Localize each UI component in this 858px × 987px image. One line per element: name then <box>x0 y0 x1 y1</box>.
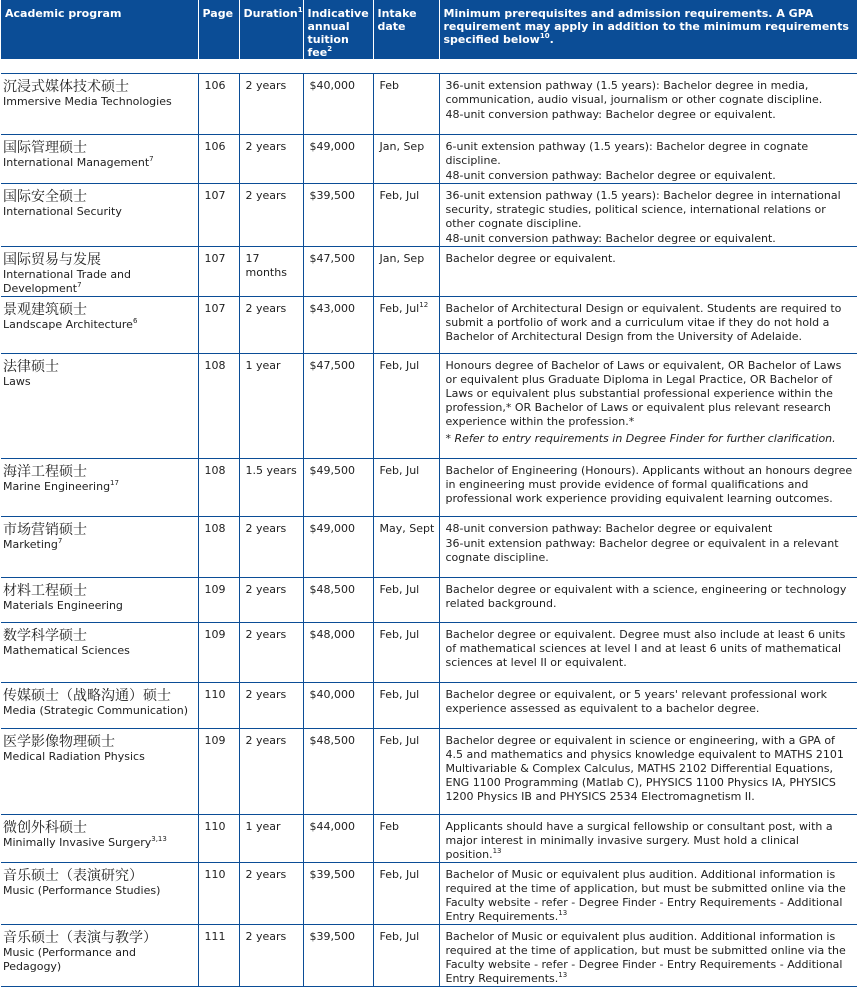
requirements-cell <box>439 578 857 623</box>
program-name-english: Mathematical Sciences <box>3 644 130 657</box>
table-row <box>1 247 857 297</box>
footnote-marker: 17 <box>110 479 119 487</box>
table-row <box>1 578 857 623</box>
table-row <box>1 863 857 925</box>
program-name-chinese: 法律硕士 <box>3 359 59 375</box>
header-spacer <box>1 59 857 74</box>
page-cell: 106 <box>198 135 239 184</box>
program-name-english: Laws <box>3 375 31 388</box>
requirements-cell <box>439 517 857 578</box>
program-name-chinese: 微创外科硕士 <box>3 820 87 836</box>
program-name-chinese: 传媒硕士（战略沟通）硕士 <box>3 688 171 704</box>
requirements-cell <box>439 135 857 184</box>
duration-cell: 2 years <box>239 135 303 184</box>
duration-cell: 1 year <box>239 354 303 459</box>
program-name-chinese: 音乐硕士（表演研究） <box>3 868 143 884</box>
page-cell: 107 <box>198 247 239 297</box>
requirement-paragraph: 36-unit extension pathway: Bachelor degree or equivalent in a relevant cognate discipline. <box>445 537 839 564</box>
requirement-paragraph: Bachelor of Engineering (Honours). Applicants without an honours degree in engineering must provide evidence of formal qualifications and professional work experience providing equivalent learning outcomes. <box>445 464 853 505</box>
duration-cell: 1 year <box>239 815 303 863</box>
header-fee: Indicative annual tuition fee$^2$ <box>303 0 373 59</box>
program-cell <box>1 297 198 354</box>
program-name-english: Media (Strategic Communication) <box>3 704 189 717</box>
intake-cell: Feb, Jul <box>373 729 439 815</box>
program-name-chinese: 海洋工程硕士 <box>3 464 87 480</box>
program-cell <box>1 815 198 863</box>
header-duration: Duration$^1$ <box>239 0 303 59</box>
requirement-paragraph: 48-unit conversion pathway: Bachelor degree or equivalent. <box>445 108 776 121</box>
program-name-english: Landscape Architecture$^6$ <box>3 317 138 331</box>
duration-cell: 2 years <box>239 184 303 247</box>
program-name-english: International Security <box>3 205 122 218</box>
page-cell: 111 <box>198 925 239 987</box>
intake-cell: Feb, Jul <box>373 459 439 517</box>
intake-cell: Feb, Jul <box>373 863 439 925</box>
requirements-cell <box>439 815 857 863</box>
requirements-cell <box>439 863 857 925</box>
requirement-paragraph: Bachelor of Music or equivalent plus audition. Additional information is required at the time of application, but must be submitted online via the Faculty website - refer - Degree Finder - Entry Requirements - Additional Entry Requirements.$^{13}$ <box>445 868 846 923</box>
page-cell: 109 <box>198 729 239 815</box>
page-cell: 107 <box>198 184 239 247</box>
duration-cell: 17 months <box>239 247 303 297</box>
fee-cell: $48,000 <box>303 623 373 683</box>
header-requirements: Minimum prerequisites and admission requirements. A GPA requirement may apply in addition to the minimum requirements specified below$^{10}$. <box>439 0 857 59</box>
page-cell: 110 <box>198 683 239 729</box>
page-cell: 109 <box>198 623 239 683</box>
fee-cell: $49,000 <box>303 135 373 184</box>
footnote-marker: 7 <box>149 155 154 163</box>
table-header-row <box>1 0 857 59</box>
fee-cell: $40,000 <box>303 74 373 135</box>
requirements-cell <box>439 925 857 987</box>
requirement-paragraph: Bachelor of Architectural Design or equivalent. Students are required to submit a portfolio of work and a curriculum vitae if they do not hold a Bachelor of Architectural Design from the University of Adelaide. <box>445 302 842 343</box>
program-cell <box>1 925 198 987</box>
requirement-paragraph: 48-unit conversion pathway: Bachelor degree or equivalent. <box>445 232 776 245</box>
duration-cell: 1.5 years <box>239 459 303 517</box>
page-cell: 107 <box>198 297 239 354</box>
footnote-marker: 7 <box>77 281 82 289</box>
requirement-paragraph: 36-unit extension pathway (1.5 years): Bachelor degree in international security, strategic studies, political science, international relations or other cognate discipline. <box>445 189 841 230</box>
requirement-paragraph: Bachelor degree or equivalent in science or engineering, with a GPA of 4.5 and mathematics and physics knowledge equivalent to MATHS 2101 Multivariable & Complex Calculus, MATHS 2102 Differential Equations, ENG 1100 Programming (Matlab C), PHYSICS 1100 Physics IA, PHYSICS 1200 Physics IB and PHYSICS 2534 Electromagnetism II. <box>445 734 844 803</box>
requirement-paragraph: Applicants should have a surgical fellowship or consultant post, with a major interest in minimally invasive surgery. Must hold a clinical position.$^{13}$ <box>445 820 833 861</box>
program-name-chinese: 国际管理硕士 <box>3 140 87 156</box>
program-cell <box>1 354 198 459</box>
program-name-english: Materials Engineering <box>3 599 123 612</box>
requirement-paragraph: Bachelor degree or equivalent, or 5 years' relevant professional work experience assessed as equivalent to a bachelor degree. <box>445 688 828 715</box>
program-cell <box>1 459 198 517</box>
program-cell <box>1 74 198 135</box>
requirements-cell <box>439 297 857 354</box>
program-name-chinese: 国际安全硕士 <box>3 189 87 205</box>
program-cell <box>1 517 198 578</box>
intake-cell: Feb, Jul$^{12}$ <box>373 297 439 354</box>
requirements-cell <box>439 623 857 683</box>
program-cell <box>1 683 198 729</box>
table-row <box>1 683 857 729</box>
program-name-chinese: 沉浸式媒体技术硕士 <box>3 79 129 95</box>
intake-cell: Feb, Jul <box>373 578 439 623</box>
program-name-chinese: 数学科学硕士 <box>3 628 87 644</box>
program-name-chinese: 景观建筑硕士 <box>3 302 87 318</box>
fee-cell: $48,500 <box>303 729 373 815</box>
page-cell: 108 <box>198 354 239 459</box>
program-cell <box>1 184 198 247</box>
fee-cell: $39,500 <box>303 184 373 247</box>
table-row <box>1 184 857 247</box>
table-row <box>1 729 857 815</box>
footnote-marker: 3,13 <box>151 835 167 843</box>
intake-cell: Feb <box>373 74 439 135</box>
footnote-marker: 7 <box>57 537 63 545</box>
program-name-english: Music (Performance Studies) <box>3 884 161 897</box>
page-cell: 108 <box>198 459 239 517</box>
intake-cell: Feb <box>373 815 439 863</box>
duration-cell: 2 years <box>239 925 303 987</box>
footnote-marker: 13 <box>558 971 568 979</box>
table-row <box>1 925 857 987</box>
table-row <box>1 354 857 459</box>
duration-cell: 2 years <box>239 683 303 729</box>
page-cell: 108 <box>198 517 239 578</box>
program-name-english: Medical Radiation Physics <box>3 750 145 763</box>
fee-cell: $44,000 <box>303 815 373 863</box>
program-name-english: Marine Engineering$^{17}$ <box>3 479 119 493</box>
requirement-note: * Refer to entry requirements in Degree Finder for further clarification. <box>445 432 836 445</box>
header-program: Academic program <box>1 0 198 59</box>
table-row <box>1 74 857 135</box>
requirements-cell <box>439 184 857 247</box>
table-row <box>1 297 857 354</box>
table-row <box>1 459 857 517</box>
program-name-english: International Trade and Development$^7$ <box>3 268 132 295</box>
intake-cell: Jan, Sep <box>373 247 439 297</box>
fee-cell: $39,500 <box>303 925 373 987</box>
intake-cell: Feb, Jul <box>373 184 439 247</box>
fee-cell: $49,000 <box>303 517 373 578</box>
program-cell <box>1 247 198 297</box>
program-name-chinese: 音乐硕士（表演与教学） <box>3 930 157 946</box>
page-cell: 110 <box>198 863 239 925</box>
duration-cell: 2 years <box>239 517 303 578</box>
requirements-cell <box>439 247 857 297</box>
requirement-paragraph: 36-unit extension pathway (1.5 years): Bachelor degree in media, communication, audio visual, journalism or other cognate discipline. <box>445 79 823 106</box>
intake-cell: May, Sept <box>373 517 439 578</box>
fee-cell: $48,500 <box>303 578 373 623</box>
fee-cell: $47,500 <box>303 247 373 297</box>
intake-cell: Feb, Jul <box>373 354 439 459</box>
program-name-english: Minimally Invasive Surgery$^{3,13}$ <box>3 835 167 849</box>
requirement-paragraph: 48-unit conversion pathway: Bachelor degree or equivalent. <box>445 169 776 182</box>
footnote-marker: 6 <box>132 317 138 325</box>
program-name-english: Music (Performance and Pedagogy) <box>3 946 136 973</box>
requirement-paragraph: 48-unit conversion pathway: Bachelor degree or equivalent <box>445 522 773 535</box>
program-cell <box>1 623 198 683</box>
page-cell: 110 <box>198 815 239 863</box>
intake-cell: Feb, Jul <box>373 623 439 683</box>
footnote-marker: 13 <box>492 847 502 855</box>
program-name-chinese: 国际贸易与发展 <box>3 252 101 268</box>
requirement-paragraph: Bachelor degree or equivalent. Degree must also include at least 6 units of mathematical sciences at level I and at least 6 units of mathematical sciences at level II or equivalent. <box>445 628 846 669</box>
program-name-english: Marketing$^7$ <box>3 537 63 551</box>
header-page: Page <box>198 0 239 59</box>
footnote-marker: 13 <box>558 909 568 917</box>
requirement-paragraph: Bachelor of Music or equivalent plus audition. Additional information is required at the time of application, but must be submitted online via the Faculty website - refer - Degree Finder - Entry Requirements - Additional Entry Requirements.$^{13}$ <box>445 930 846 985</box>
duration-cell: 2 years <box>239 578 303 623</box>
duration-cell: 2 years <box>239 623 303 683</box>
program-name-chinese: 市场营销硕士 <box>3 522 87 538</box>
fee-cell: $39,500 <box>303 863 373 925</box>
intake-cell: Jan, Sep <box>373 135 439 184</box>
page-cell: 106 <box>198 74 239 135</box>
duration-cell: 2 years <box>239 74 303 135</box>
fee-cell: $47,500 <box>303 354 373 459</box>
program-cell <box>1 863 198 925</box>
requirement-paragraph: 6-unit extension pathway (1.5 years): Bachelor degree in cognate discipline. <box>445 140 809 167</box>
requirement-paragraph: Bachelor degree or equivalent with a science, engineering or technology related background. <box>445 583 847 610</box>
fee-cell: $40,000 <box>303 683 373 729</box>
requirements-cell <box>439 74 857 135</box>
table-row <box>1 623 857 683</box>
footnote-marker: 12 <box>419 301 429 309</box>
table-row <box>1 135 857 184</box>
requirements-cell <box>439 683 857 729</box>
header-intake: Intake date <box>373 0 439 59</box>
duration-cell: 2 years <box>239 729 303 815</box>
intake-cell: Feb, Jul <box>373 925 439 987</box>
program-name-english: International Management$^7$ <box>3 155 154 169</box>
program-cell <box>1 729 198 815</box>
program-cell <box>1 578 198 623</box>
program-cell <box>1 135 198 184</box>
program-name-chinese: 医学影像物理硕士 <box>3 734 115 750</box>
requirements-cell <box>439 459 857 517</box>
page-cell: 109 <box>198 578 239 623</box>
program-name-english: Immersive Media Technologies <box>3 95 172 108</box>
program-name-chinese: 材料工程硕士 <box>3 583 87 599</box>
table-row <box>1 815 857 863</box>
fee-cell: $43,000 <box>303 297 373 354</box>
requirement-paragraph: Honours degree of Bachelor of Laws or equivalent, OR Bachelor of Laws or equivalent plus Graduate Diploma in Legal Practice, OR Bachelor of Laws or equivalent plus substantial professional experience within the profession,* OR Bachelor of Laws or equivalent plus relevant research experience within the profession.* <box>445 359 842 428</box>
requirements-cell <box>439 729 857 815</box>
intake-cell: Feb, Jul <box>373 683 439 729</box>
requirements-cell <box>439 354 857 459</box>
duration-cell: 2 years <box>239 863 303 925</box>
requirement-paragraph: Bachelor degree or equivalent. <box>445 252 616 265</box>
programs-table <box>1 0 857 987</box>
fee-cell: $49,500 <box>303 459 373 517</box>
duration-cell: 2 years <box>239 297 303 354</box>
table-row <box>1 517 857 578</box>
